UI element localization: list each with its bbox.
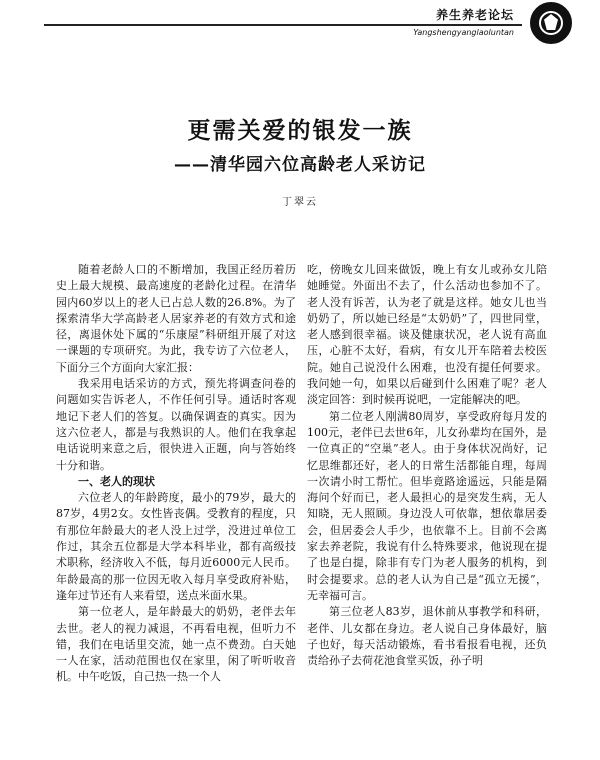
paragraph-continued: 吃，傍晚女儿回来做饭，晚上有女儿或孙女儿陪她睡觉。外面出不去了，什么活动也参加不了。老人没有诉苦，认为老了就是这样。她女儿也当奶奶了，所以她已经是“太奶奶”了，四世同堂，老人感到很幸福。谈及健康状况，老人说有高血压，心脏不太好，看病，有女儿开车陪着去校医院。她自己说没什么困难，也没有提任何要求。我问她一句，如果以后碰到什么困难了呢？老人淡定回答：到时候再说吧，一定能解决的吧。 bbox=[307, 263, 547, 407]
paragraph: 第二位老人刚满80周岁，享受政府每月发的100元，老伴已去世6年，儿女孙辈均在国外，是一位真正的“空巢”老人。由于身体状况尚好，记忆思维都还好，老人的日常生活都能自理，每周一次请小时工帮忙。但毕竟路途遥远，只能是隔海问个好而已，老人最担心的是突发生病，无人知晓，无人照顾。身边没人可依靠，想依靠居委会，但居委会人手少，也依靠不上。目前不会离家去养老院，我说有什么特殊要求，他说现在提了也是白提，除非有专门为老人服务的机构，到时会提要求。总的老人认为自己是“孤立无援”，无幸福可言。 bbox=[307, 409, 547, 602]
article-title: 更需关爱的银发一族 bbox=[187, 117, 413, 144]
paragraph: 我采用电话采访的方式，预先将调查问卷的问题如实告诉老人，不作任何引导。通话时客观地记下老人们的答复。以确保调查的真实。因为这六位老人，都是与我熟识的人。他们在我拿起电话说明来意之后，很快进入正题，向与答始终十分和谐。 bbox=[56, 377, 296, 472]
section-heading: 一、老人的现状 bbox=[78, 474, 155, 488]
left-column bbox=[56, 262, 296, 686]
paragraph: 第一位老人，是年龄最大的奶奶，老伴去年去世。老人的视力减退，不再看电视，但听力不错，我们在电话里交流，她一点不费劲。白天她一人在家，活动范围也仅在家里，闲了听听收音机。中午吃饭，自己热一热一个人 bbox=[56, 605, 296, 684]
paragraph: 第三位老人83岁，退休前从事教学和科研，老伴、儿女都在身边。老人说自己身体最好，脑子也好，每天活动锻炼，看书看报看电视，还负责给孙子去荷花池食堂买饭，孙子明 bbox=[307, 605, 547, 668]
article-author: 丁翠云 bbox=[282, 197, 318, 208]
right-column bbox=[307, 262, 547, 669]
article-subtitle: ——清华园六位高龄老人采访记 bbox=[174, 155, 426, 175]
journal-logo-icon bbox=[530, 2, 572, 44]
header-rule bbox=[44, 24, 522, 26]
page-header bbox=[0, 0, 600, 40]
column-name: 养生养老论坛 bbox=[435, 8, 514, 22]
paragraph: 六位老人的年龄跨度，最小的79岁，最大的87岁，4男2女。女性皆丧偶。受教育的程度，只有那位年龄最大的老人没上过学，没进过单位工作过，其余五位都是大学本科毕业，都有高级技术职称，经济收入不低，每月近6000元人民币。年龄最高的那一位因无收入每月享受政府补贴，逢年过节还有人来看望，送点米面水果。 bbox=[56, 491, 296, 602]
paragraph: 随着老龄人口的不断增加，我国正经历着历史上最大规模、最高速度的老龄化过程。在清华园内60岁以上的老人已占总人数的26.8%。为了探索清华大学高龄老人居家养老的有效方式和途径，离退休处下属的“乐康屋”科研组开展了对这一课题的专项研究。为此，我专访了六位老人，下面分三个方面向大家汇报： bbox=[56, 263, 296, 374]
column-pinyin: Yangshengyanglaoluntan bbox=[413, 28, 514, 37]
